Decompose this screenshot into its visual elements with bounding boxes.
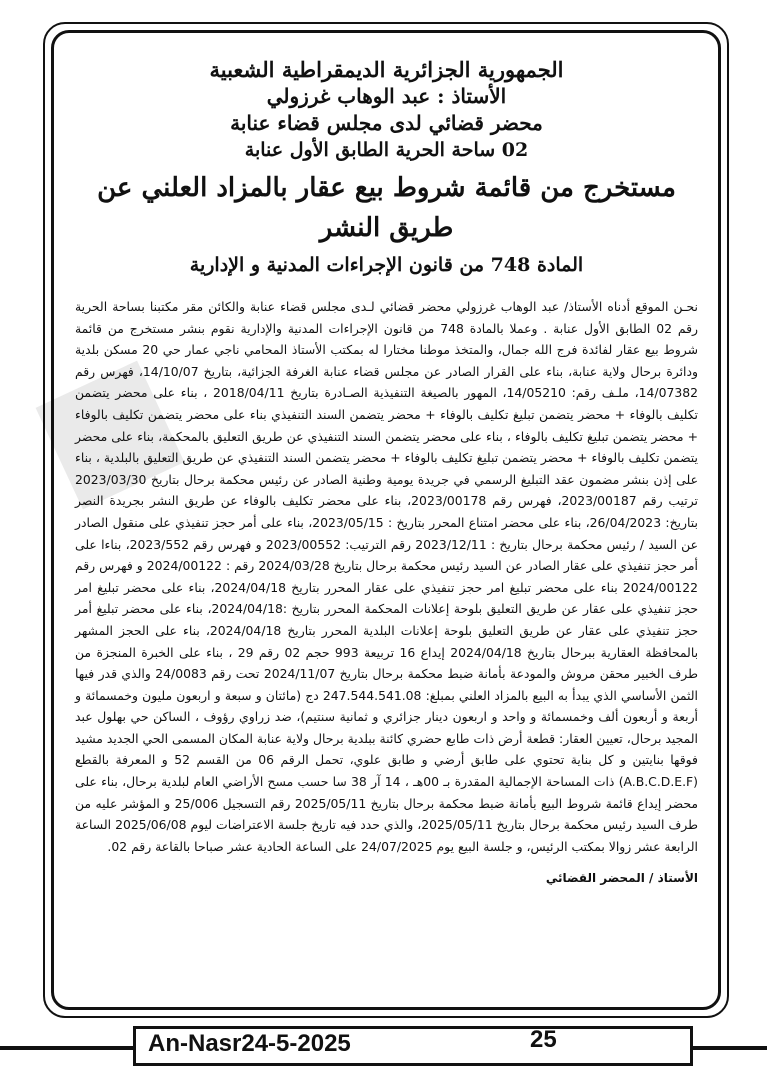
notice-body: نحـن الموقع أدناه الأستاذ/ عبد الوهاب غرزولي محضر قضائي لـدى مجلس قضاء عنابة والكائن مقر مكتبنا بساحة الحرية رقم 02 الطابق الأول عنابة . وعملا بالمادة 748 من قانون الإجراءات المدنية والإدارية نقوم بنشر مستخرج من قائمة شروط بيع عقار لفائدة فرج الله جمال، والمتخذ موطنا مختارا له بمكتب الأستاذ المحامي ناجي عمار حي 20 مسكن بلدية ودائرة برحال ولاية عنابة، بناء على القرار الصادر عن مجلس قضاء عنابة الغرفة الجزائية، بتاريخ 14/10/07، فهرس رقم 14/07382، ملـف رقم: 14/05210، المهور بالصيغة التنفيذية الصـادرة بتاريخ 2018/04/11 ، بناء على محضر يتضمن تكليف بالوفاء + محضر يتضمن تبليغ تكليف بالوفاء + محضر يتضمن السند التنفيذي بناء على محضر يتضمن تكليف بالوفاء + محضر يتضمن تبليغ تكليف بالوفاء ، بناء على محضر يتضمن السند التنفيذي عن طريق التعليق بالمحكمة، بناء على محضر يتضمن تكليف بالوفاء + محضر يتضمن تبليغ تكليف بالوفاء + محضر يتضمن السند التنفيذي عن طريق التعليق بالبلدية ، بناء على إذن بنشر مضمون عقد التبليغ الرسمي في جريدة يومية وطنية الصادر عن رئيس محكمة برحال بتاريخ 2023/03/30 ترتيب رقم 2023/00187، فهرس رقم 2023/00178، بناء على محضر تكليف بالوفاء عن طريق النشر بجريدة النصر بتاريخ: 26/04/2023، بناء على محضر امتناع المحرر بتاريخ : 2023/05/15، بناء على أمر حجز تنفيذي على منقول الصادر عن السيد / رئيس محكمة برحال بتاريخ : 2023/12/11 رقم الترتيب: 2023/00552 و فهرس رقم 2023/552، بناءا على أمر حجز تنفيذي على عقار الصادر عن السيد رئيس محكمة برحال بتاريخ 2024/03/28 رقم : 2024/00122 و فهرس رقم 2024/00122 بناء على محضر تبليغ امر حجز تنفيذي على عقار المحرر بتاريخ 2024/04/18، بناء على محضر تبليغ امر حجز تنفيذي على عقار عن طريق التعليق بلوحة إعلانات المحكمة المحرر بتاريخ :2024/04/18، بناء على محضر تبليغ أمر حجز تنفيذي على عقار عن طريق التعليق بلوحة إعلانات البلدية المحرر بتاريخ 2024/04/18، بناء على الحجز المشهر بالمحافظة العقارية ببرحال بتاريخ 2024/04/18 إيداع 16 تربيعة 993 حجم 02 رقم 29 ، بناء على الخبرة المنجزة من طرف الخبير محقن مروش والمودعة بأمانة ضبط محكمة برحال بتاريخ 2024/11/07 تحت رقم 24/0083 والذي قدر فيها الثمن الأساسي الذي يبدأ به البيع بالمزاد العلني بمبلغ: 247.544.541.08 دج (مائتان و سبعة و اربعون مليون وخمسمائة و أربعة و أربعون ألف وخمسمائة و واحد و اربعون دينار جزائري و ثمانية سنتيم)، ضد زراوي رؤوف ، الساكن حي بهلول عبد المجيد برحال، تعيين العقار: قطعة أرض ذات طابع حضري كائنة ببلدية برحال ولاية عنابة المكان المسمى الحي الجديد مشيد فوقها بنايتين و كل بناية تحتوي على طابق أرضي و طابق علوي، تحمل الرقم 06 من القسم 52 و المعرفة بالقطع (A.B.C.D.E.F) ذات المساحة الإجمالية المقدرة بـ 00هـ ، 14 آر 38 سا حسب مسح الأراضي العام لبلدية برحال، بناء على محضر إيداع قائمة شروط البيع بأمانة ضبط محكمة برحال بتاريخ 2025/05/11 رقم التسجيل 25/006 و المؤشر عليه من طرف السيد رئيس محكمة برحال بتاريخ 2025/05/11، والذي حدد فيه تاريخ جلسة الاعتراضات ليوم 2025/06/08 الساعة الرابعة عشر زوالا بمكتب الرئيس، و جلسة البيع يوم 24/07/2025 على الساعة الحادية عشر صباحا بالقاعة رقم 02. [75,299,699,854]
footer-source: An-Nasr24-5-2025 [148,1030,351,1057]
signature: الأستاذ / المحضر القضائي [545,871,698,886]
notice-content [75,56,698,885]
lawyer-name: الأستاذ : عبد الوهاب غرزولي [266,84,507,108]
office-address: 02 ساحة الحرية الطابق الأول عنابة [244,139,529,161]
republic-heading: الجمهورية الجزائرية الديمقراطية الشعبية [209,57,564,82]
page-number: 25 [530,1026,557,1053]
notice-title: مستخرج من قائمة شروط بيع عقار بالمزاد العلني عن طريق النشر [97,173,676,243]
office-title: محضر قضائي لدى مجلس قضاء عنابة [230,111,543,135]
notice-subtitle: المادة 748 من قانون الإجراءات المدنية و الإدارية [189,254,584,276]
